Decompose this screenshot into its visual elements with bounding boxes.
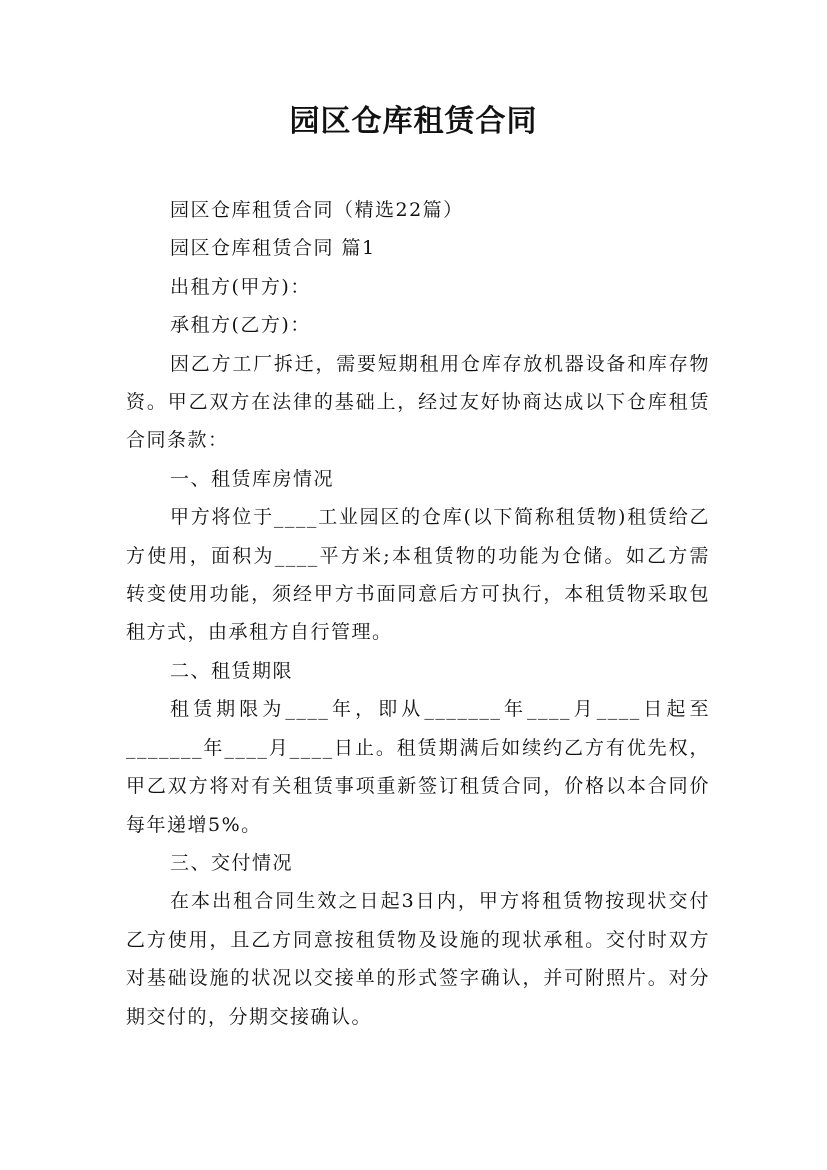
paragraph-lessee: 承租方(乙方)：: [170, 314, 311, 337]
document-title: 园区仓库租赁合同: [289, 104, 538, 139]
paragraph-lessor: 出租方(甲方)：: [170, 275, 311, 298]
paragraph-term: 租赁期限为____年，即从_______年____月____日起至_______年____月____日止。租赁期满后如续约乙方有优先权，甲乙双方将对有关租赁事项重新签订租赁合同，价格以本合同价每年递增5%。: [126, 698, 710, 836]
paragraph-subtitle: 园区仓库租赁合同（精选22篇）: [170, 199, 464, 221]
document-body: [126, 191, 710, 1036]
heading-delivery: 三、交付情况: [170, 851, 294, 874]
paragraph-warehouse: 甲方将位于____工业园区的仓库(以下简称租赁物)租赁给乙方使用，面积为____平方米;本租赁物的功能为仓储。如乙方需转变使用功能，须经甲方书面同意后方可执行，本租赁物采取包租方式，由承租方自行管理。: [126, 506, 710, 644]
paragraph-delivery: 在本出租合同生效之日起3日内，甲方将租赁物按现状交付乙方使用，且乙方同意按租赁物及设施的现状承租。交付时双方对基础设施的状况以交接单的形式签字确认，并可附照片。对分期交付的，分期交接确认。: [126, 890, 710, 1028]
paragraph-intro: 因乙方工厂拆迁，需要短期租用仓库存放机器设备和库存物资。甲乙双方在法律的基础上，经过友好协商达成以下仓库租赁合同条款：: [126, 352, 710, 452]
heading-warehouse: 一、租赁库房情况: [170, 467, 335, 490]
paragraph-section-heading: 园区仓库租赁合同 篇1: [170, 237, 376, 260]
heading-term: 二、租赁期限: [170, 659, 294, 682]
